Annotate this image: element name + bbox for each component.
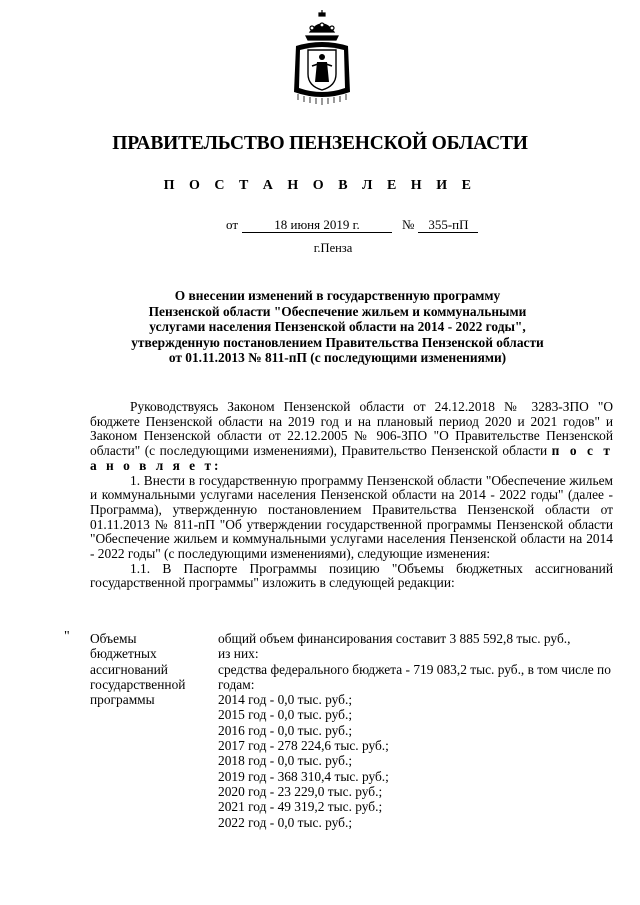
- document-type: П О С Т А Н О В Л Е Н И Е: [163, 178, 477, 193]
- year-row: 2022 год - 0,0 тыс. руб.;: [218, 814, 353, 830]
- year-row: 2021 год - 49 319,2 тыс. руб.;: [218, 799, 383, 815]
- label-line: ассигнований: [90, 661, 168, 677]
- year-row: 2019 год - 368 310,4 тыс. руб.;: [218, 768, 389, 784]
- number-label: №: [402, 217, 415, 232]
- subject-line: от 01.11.2013 № 811-пП (с последующими изменениями): [168, 350, 507, 365]
- year-row: 2015 год - 0,0 тыс. руб.;: [218, 707, 353, 723]
- preamble-paragraph: [90, 400, 613, 474]
- penza-coat-of-arms-icon: [290, 10, 354, 106]
- passport-label-cell: [90, 631, 210, 707]
- year-row: 2020 год - 23 229,0 тыс. руб.;: [218, 783, 383, 799]
- label-line: Объемы: [90, 631, 137, 646]
- date-value: 18 июня 2019 г.: [242, 218, 392, 233]
- government-title: ПРАВИТЕЛЬСТВО ПЕНЗЕНСКОЙ ОБЛАСТИ: [112, 133, 528, 154]
- subject-line: Пензенской области "Обеспечение жильем и коммунальными: [148, 303, 527, 319]
- label-line: бюджетных: [90, 646, 157, 662]
- subject-line: услугами населения Пензенской области на 2014 - 2022 годы",: [149, 319, 526, 334]
- total-funding-line: общий объем финансирования составит 3 885 592,8 тыс. руб.,: [218, 631, 571, 646]
- document-subject: [110, 288, 565, 366]
- decrees-word: п о с т а н о в л я е т:: [90, 443, 613, 473]
- year-row: 2017 год - 278 224,6 тыс. руб.;: [218, 738, 389, 754]
- federal-budget-line: средства федерального бюджета - 719 083,2 тыс. руб., в том числе по годам:: [218, 661, 611, 692]
- passport-value-cell: [218, 631, 613, 830]
- subject-line: О внесении изменений в государственную программу: [174, 288, 501, 303]
- city: г.Пенза: [313, 241, 353, 255]
- total-funding-line: из них:: [218, 646, 259, 662]
- subject-line: утвержденную постановлением Правительства Пензенской области: [131, 334, 544, 350]
- label-line: программы: [90, 692, 155, 708]
- year-row: 2016 год - 0,0 тыс. руб.;: [218, 722, 353, 738]
- date-number-line: [226, 217, 478, 233]
- item-1-paragraph: 1. Внести в государственную программу Пензенской области "Обеспечение жильем и коммунальными услугами населения Пензенской области на 2014 - 2022 годы" (далее - Программа), утвержденную постановлением Правительства Пензенской области от 01.11.2013 № 811-пП "Об утверждении государственной программы Пензенской области "Обеспечение жильем и коммунальными услугами населения Пензенской области на 2014 - 2022 годы" (с последующими изменениями), следующие изменения:: [90, 472, 613, 562]
- year-row: 2018 год - 0,0 тыс. руб.;: [218, 753, 353, 769]
- preamble-text: Руководствуясь Законом Пензенской области от 24.12.2018 № 3283-ЗПО "О бюджете Пензенской области на 2019 год и на плановый период 2020 и 2021 годов" и Законом Пензенской области от 22.12.2005 № 906-ЗПО "О Правительстве Пензенской области" (с последующими изменениями), Правительство Пензенской области: [90, 399, 613, 459]
- item-1-1-paragraph: 1.1. В Паспорте Программы позицию "Объемы бюджетных ассигнований государственной программы" изложить в следующей редакции:: [90, 560, 613, 591]
- document-body: [90, 400, 613, 591]
- label-line: государственной: [90, 676, 186, 692]
- year-row: 2014 год - 0,0 тыс. руб.;: [218, 692, 353, 708]
- opening-quote: ": [64, 629, 70, 644]
- date-label: от: [226, 217, 239, 232]
- number-value: 355-пП: [418, 218, 478, 233]
